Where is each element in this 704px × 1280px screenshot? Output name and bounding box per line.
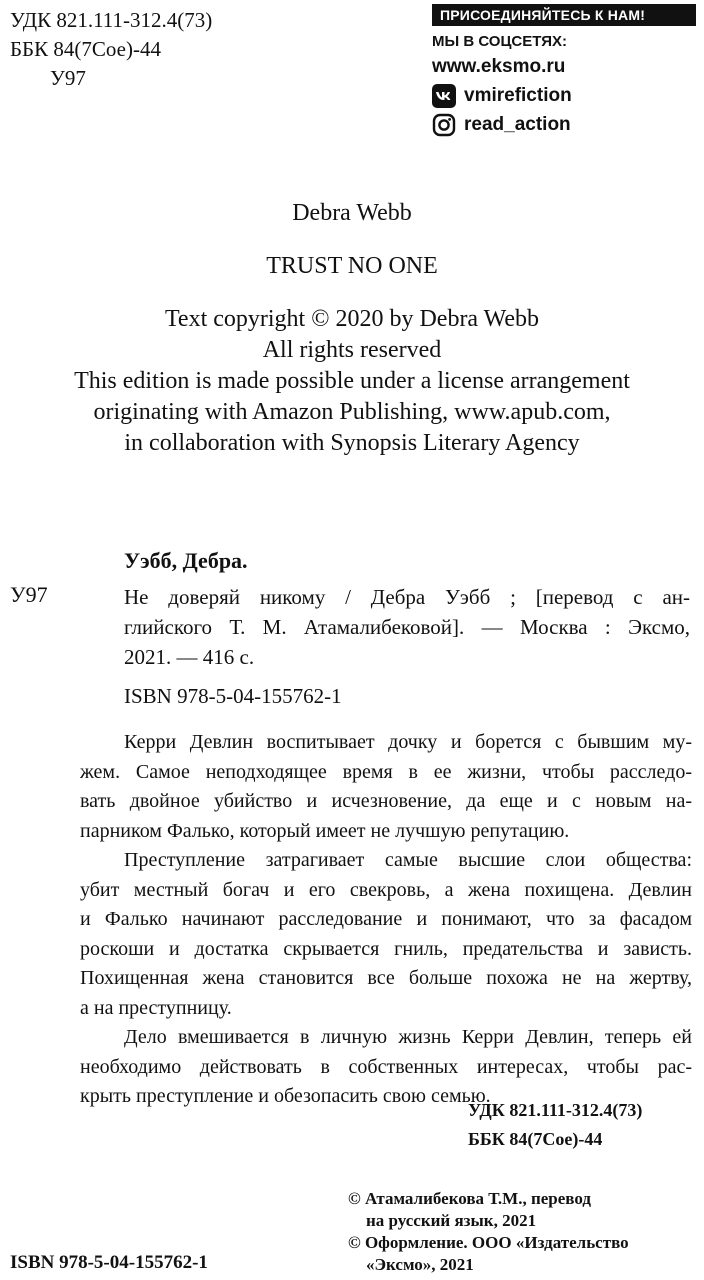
catalog-line: 2021. — 416 с. bbox=[124, 645, 255, 669]
annotation-line: Дело вмешивается в личную жизнь Керри Девлин, теперь ей bbox=[124, 1026, 692, 1048]
website-link[interactable]: www.eksmo.ru bbox=[432, 56, 566, 77]
annotation-line: необходимо действовать в собственных интересах, чтобы рас- bbox=[80, 1055, 692, 1078]
social-block bbox=[432, 4, 696, 139]
instagram-row[interactable] bbox=[432, 110, 696, 139]
catalog-author: Уэбб, Дебра. bbox=[124, 548, 248, 573]
rights-line: All rights reserved bbox=[262, 337, 442, 363]
library-codes bbox=[10, 6, 212, 93]
bbk-code: ББК 84(7Сое)-44 bbox=[10, 37, 161, 61]
copyright-line: © Оформление. ООО «Издательство bbox=[348, 1233, 629, 1252]
author-sign: У97 bbox=[50, 66, 86, 90]
vk-row[interactable] bbox=[432, 81, 696, 110]
annotation-line: парником Фалько, который имеет не лучшую репутацию. bbox=[80, 819, 570, 842]
copyright-block bbox=[348, 1188, 629, 1276]
rights-line: originating with Amazon Publishing, www.apub.com, bbox=[93, 399, 611, 425]
instagram-icon bbox=[432, 113, 456, 137]
annotation-line: вать двойное убийство и исчезновение, да еще и с новым на- bbox=[80, 790, 692, 812]
catalog-sign: У97 bbox=[10, 582, 48, 607]
catalog-description bbox=[124, 582, 690, 672]
vk-icon bbox=[432, 84, 456, 108]
udk-code: УДК 821.111-312.4(73) bbox=[10, 8, 213, 32]
bottom-isbn: ISBN 978-5-04-155762-1 bbox=[10, 1252, 208, 1273]
footer-codes bbox=[468, 1096, 642, 1154]
english-title: TRUST NO ONE bbox=[266, 253, 438, 279]
copyright-line: © Атамалибекова Т.М., перевод bbox=[348, 1189, 591, 1208]
annotation-line: Керри Девлин воспитывает дочку и борется с бывшим му- bbox=[124, 731, 692, 753]
catalog-line: глийского Т. М. Атамалибековой]. — Москва : Эксмо, bbox=[124, 615, 690, 639]
join-banner: ПРИСОЕДИНЯЙТЕСЬ К НАМ! bbox=[432, 4, 696, 26]
annotation-line: Преступление затрагивает самые высшие слои общества: bbox=[124, 849, 692, 871]
annotation bbox=[80, 728, 692, 1112]
footer-udk: УДК 821.111-312.4(73) bbox=[468, 1100, 643, 1120]
annotation-line: Похищенная жена становится все больше похожа не на жертву, bbox=[80, 967, 692, 989]
english-author: Debra Webb bbox=[292, 200, 412, 226]
copyright-line: «Эксмо», 2021 bbox=[366, 1255, 474, 1274]
copyright-line: на русский язык, 2021 bbox=[366, 1211, 537, 1230]
annotation-line: убит местный богач и его свекровь, а жена похищена. Девлин bbox=[80, 878, 692, 901]
rights-line: This edition is made possible under a license arrangement bbox=[74, 368, 630, 394]
catalog-isbn: ISBN 978-5-04-155762-1 bbox=[124, 684, 342, 708]
social-subtitle: МЫ В СОЦСЕТЯХ: bbox=[432, 33, 568, 50]
instagram-handle: read_action bbox=[464, 114, 571, 135]
english-rights bbox=[0, 304, 704, 459]
annotation-line: и Фалько начинают расследование и понимают, что за фасадом bbox=[80, 908, 692, 930]
annotation-line: а на преступницу. bbox=[80, 996, 232, 1019]
footer-bbk: ББК 84(7Сое)-44 bbox=[468, 1129, 603, 1149]
rights-line: in collaboration with Synopsis Literary Agency bbox=[124, 430, 580, 456]
catalog-line: Не доверяй никому / Дебра Уэбб ; [перевод с ан- bbox=[124, 585, 690, 609]
rights-line: Text copyright © 2020 by Debra Webb bbox=[164, 306, 540, 332]
annotation-line: роскоши и достатка скрывается гниль, предательства и зависть. bbox=[80, 937, 692, 960]
annotation-line: крыть преступление и обезопасить свою семью. bbox=[80, 1085, 491, 1107]
vk-handle: vmirefiction bbox=[464, 85, 572, 106]
annotation-line: жем. Самое неподходящее время в ее жизни, чтобы расследо- bbox=[80, 760, 692, 783]
